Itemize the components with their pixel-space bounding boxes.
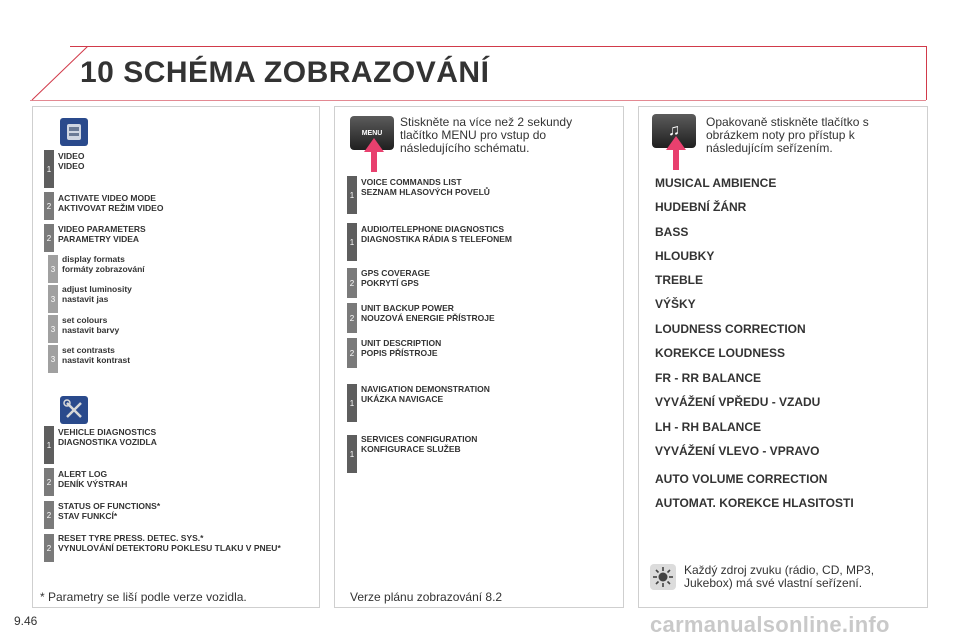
audio-setting-item: VÝŠKY	[655, 297, 696, 311]
menu-item-label: ACTIVATE VIDEO MODE	[58, 193, 156, 203]
menu-item-translation: SEZNAM HLASOVÝCH POVELŮ	[361, 187, 490, 197]
menu-item-translation: DENÍK VÝSTRAH	[58, 479, 128, 489]
audio-setting-item: MUSICAL AMBIENCE	[655, 176, 777, 190]
menu-item-translation: DIAGNOSTIKA VOZIDLA	[58, 437, 157, 447]
audio-setting-item: LH - RH BALANCE	[655, 420, 761, 434]
menu-item-translation: PARAMETRY VIDEA	[58, 234, 140, 244]
level-indicator: 3	[48, 315, 58, 343]
header-bottom-line	[30, 100, 926, 101]
page-number: 9.46	[14, 614, 38, 628]
menu-item-translation: UKÁZKA NAVIGACE	[361, 394, 444, 404]
level-indicator: 2	[347, 338, 357, 368]
menu-item	[361, 434, 477, 454]
menu-item-translation: KONFIGURACE SLUŽEB	[361, 444, 461, 454]
menu-item	[62, 254, 145, 274]
wrench-screwdriver-icon	[60, 396, 88, 424]
menu-description: Stiskněte na více než 2 sekundy tlačítko MENU pro vstup do následujícího schématu.	[400, 115, 573, 155]
arrow-up-icon	[364, 138, 384, 172]
sun-gear-icon	[650, 564, 676, 590]
level-indicator: 1	[44, 150, 54, 188]
menu-item-label: AUDIO/TELEPHONE DIAGNOSTICS	[361, 224, 505, 234]
menu-item	[58, 427, 157, 447]
audio-setting-item: VYVÁŽENÍ VPŘEDU - VZADU	[655, 395, 821, 409]
page-title: 10 SCHÉMA ZOBRAZOVÁNÍ	[80, 56, 490, 89]
menu-item-label: SERVICES CONFIGURATION	[361, 434, 478, 444]
video-screen-icon	[60, 118, 88, 146]
watermark: carmanualsonline.info	[650, 612, 890, 637]
menu-item	[58, 224, 146, 244]
audio-setting-item: HLOUBKY	[655, 249, 715, 263]
menu-item	[361, 303, 495, 323]
menu-item-translation: AKTIVOVAT REŽIM VIDEO	[58, 203, 164, 213]
audio-setting-item: VYVÁŽENÍ VLEVO - VPRAVO	[655, 444, 820, 458]
menu-item-translation: nastavit jas	[62, 294, 109, 304]
audio-source-note: Každý zdroj zvuku (rádio, CD, MP3, Jukebox) má své vlastní seřízení.	[684, 563, 875, 590]
menu-item	[58, 533, 281, 553]
menu-item-label: VOICE COMMANDS LIST	[361, 177, 462, 187]
audio-setting-item: KOREKCE LOUDNESS	[655, 346, 786, 360]
menu-item-label: display formats	[62, 254, 125, 264]
audio-setting-item: AUTO VOLUME CORRECTION	[655, 472, 828, 486]
level-indicator: 3	[48, 255, 58, 283]
menu-item-label: UNIT DESCRIPTION	[361, 338, 442, 348]
menu-item-translation: VIDEO	[58, 161, 85, 171]
menu-item-translation: nastavit kontrast	[62, 355, 131, 365]
menu-item	[62, 345, 130, 365]
music-note-icon: ♫	[652, 114, 696, 148]
menu-item	[58, 469, 127, 489]
menu-item-label: set contrasts	[62, 345, 115, 355]
footnote-parameters: * Parametry se liší podle verze vozidla.	[40, 590, 247, 604]
level-indicator: 1	[44, 426, 54, 464]
audio-setting-item: LOUDNESS CORRECTION	[655, 322, 806, 336]
audio-setting-item: FR - RR BALANCE	[655, 371, 761, 385]
level-indicator: 1	[347, 435, 357, 473]
menu-item-translation: DIAGNOSTIKA RÁDIA S TELEFONEM	[361, 234, 512, 244]
level-indicator: 2	[44, 224, 54, 252]
audio-setting-item: TREBLE	[655, 273, 703, 287]
menu-button-label: MENU	[361, 129, 383, 137]
audio-setting-item: AUTOMAT. KOREKCE HLASITOSTI	[655, 496, 854, 510]
menu-item-label: VEHICLE DIAGNOSTICS	[58, 427, 157, 437]
level-indicator: 1	[347, 384, 357, 422]
level-indicator: 2	[347, 303, 357, 333]
menu-item	[58, 193, 163, 213]
menu-item-label: RESET TYRE PRESS. DETEC. SYS.*	[58, 533, 204, 543]
menu-item	[361, 384, 490, 404]
menu-item-translation: STAV FUNKCÍ*	[58, 511, 118, 521]
menu-item	[58, 151, 84, 171]
header-right-line	[926, 46, 927, 100]
header-top-line	[70, 46, 926, 47]
level-indicator: 2	[44, 468, 54, 496]
menu-item	[58, 501, 160, 521]
menu-item-label: VIDEO PARAMETERS	[58, 224, 146, 234]
menu-item-translation: POKRYTÍ GPS	[361, 278, 419, 288]
level-indicator: 2	[44, 534, 54, 562]
level-indicator: 3	[48, 285, 58, 313]
menu-item-label: VIDEO	[58, 151, 85, 161]
menu-item-label: UNIT BACKUP POWER	[361, 303, 454, 313]
menu-item-label: STATUS OF FUNCTIONS*	[58, 501, 161, 511]
menu-item-translation: formáty zobrazování	[62, 264, 145, 274]
music-description: Opakovaně stiskněte tlačítko s obrázkem noty pro přístup k následujícím seřízením.	[706, 115, 869, 155]
audio-setting-item: HUDEBNÍ ŽÁNR	[655, 200, 747, 214]
menu-item-label: ALERT LOG	[58, 469, 108, 479]
level-indicator: 3	[48, 345, 58, 373]
menu-item-translation: nastavit barvy	[62, 325, 120, 335]
menu-item-label: NAVIGATION DEMONSTRATION	[361, 384, 490, 394]
menu-item-label: adjust luminosity	[62, 284, 132, 294]
menu-item	[361, 268, 430, 288]
menu-item-translation: NOUZOVÁ ENERGIE PŘÍSTROJE	[361, 313, 495, 323]
menu-item-label: set colours	[62, 315, 108, 325]
menu-item-label: GPS COVERAGE	[361, 268, 430, 278]
level-indicator: 2	[44, 501, 54, 529]
level-indicator: 2	[44, 192, 54, 220]
arrow-up-icon	[666, 136, 686, 170]
audio-setting-item: BASS	[655, 225, 689, 239]
menu-item	[62, 315, 119, 335]
menu-item	[361, 338, 441, 358]
menu-item	[62, 284, 132, 304]
menu-item	[361, 224, 512, 244]
display-scheme-version: Verze plánu zobrazování 8.2	[350, 590, 503, 604]
menu-item-translation: POPIS PŘÍSTROJE	[361, 348, 438, 358]
menu-item	[361, 177, 490, 197]
level-indicator: 1	[347, 176, 357, 214]
menu-item-translation: VYNULOVÁNÍ DETEKTORU POKLESU TLAKU V PNEU*	[58, 543, 281, 553]
level-indicator: 2	[347, 268, 357, 298]
level-indicator: 1	[347, 223, 357, 261]
